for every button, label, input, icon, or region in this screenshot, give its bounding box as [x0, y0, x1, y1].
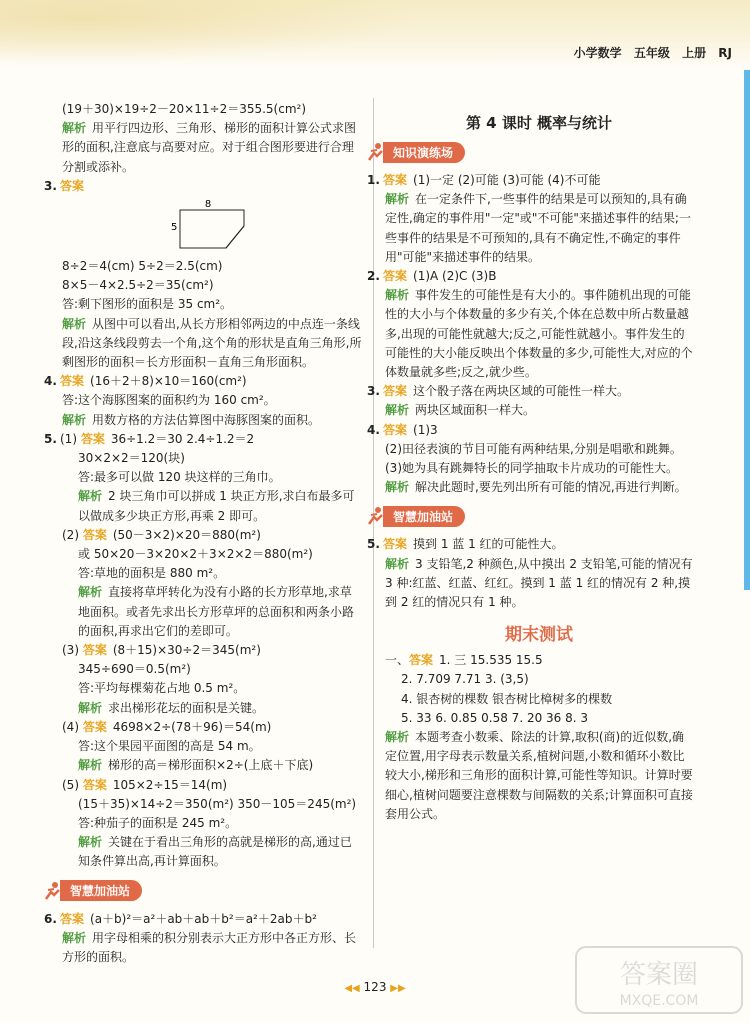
r4-answer: 4. 答案 (1)3	[367, 422, 438, 437]
right-banner-1	[365, 141, 693, 163]
right-column	[367, 100, 693, 824]
r2-answer: 2. 答案 (1)A (2)C (3)B	[367, 269, 497, 284]
q5-4-line2: 答:这个果园平面图的高是 54 m。	[78, 739, 261, 754]
side-tab	[744, 70, 750, 590]
exam-line4: 5. 33 6. 0.85 0.58 7. 20 36 8. 3	[401, 710, 589, 725]
q3-line3: 答:剩下图形的面积是 35 cm²。	[62, 297, 233, 312]
exam-answer: 一、答案 1. 三 15.535 15.5	[385, 653, 543, 668]
header-grade: 五年级	[633, 46, 670, 60]
r4-line3: (3)她为具有跳舞特长的同学抽取卡片成功的可能性大。	[385, 461, 679, 476]
header-subject: 小学数学	[573, 46, 622, 60]
right-banner-2	[365, 505, 693, 527]
q5-1-line3: 答:最多可以做 120 块这样的三角巾。	[78, 470, 281, 485]
q5-2-line2: 或 50×20－3×20×2＋3×2×2＝880(m²)	[78, 547, 313, 562]
left-banner	[42, 880, 362, 902]
exam-line2: 2. 7.709 7.71 3. (3,5)	[401, 672, 529, 687]
lesson-title: 第 4 课时 概率与统计	[465, 114, 613, 132]
r3-analysis: 解析 两块区域面积一样大。	[385, 403, 536, 418]
q5-1-answer: 5. (1) 答案 36÷1.2＝30 2.4÷1.2＝2	[44, 431, 255, 446]
r3-answer: 3. 答案 这个骰子落在两块区域的可能性一样大。	[367, 384, 630, 399]
r2-analysis: 解析 事件发生的可能性是有大小的。事件随机出现的可能性的大小与个体数量的多少有关,个体在总数中所占数量越多,出现的可能性就越大;反之,可能性就越小。事件发生的可能性的大小能反映出个体数量的多少,可能性大,对应的个体数量就多些;反之,就少些。	[385, 288, 693, 380]
svg-text:答案圈: 答案圈	[619, 960, 699, 990]
r5-answer: 5. 答案 摸到 1 蓝 1 红的可能性大。	[367, 537, 564, 552]
q4-answer: 4. 答案 (16＋2＋8)×10＝160(cm²)	[44, 374, 247, 389]
left-banner-text: 智慧加油站	[60, 880, 142, 901]
q6-answer: 6. 答案 (a＋b)²＝a²＋ab＋ab＋b²＝a²＋2ab＋b²	[44, 911, 317, 926]
header-volume: 上册	[682, 46, 707, 60]
p2-line1: (19＋30)×19÷2－20×11÷2＝355.5(cm²)	[62, 102, 307, 116]
right-banner-1-text: 知识演练场	[383, 142, 465, 163]
q5-5-answer: (5) 答案 105×2÷15＝14(m)	[62, 777, 228, 792]
q3-analysis: 解析 从图中可以看出,从长方形相邻两边的中点连一条线段,沿这条线段剪去一个角,这个角的形状是直角三角形,所剩图形的面积＝长方形面积－直角三角形面积。	[62, 316, 362, 370]
q5-4-answer: (4) 答案 4698×2÷(78＋96)＝54(m)	[62, 719, 272, 734]
q3-line1: 8÷2＝4(cm) 5÷2＝2.5(cm)	[62, 259, 223, 274]
page-footer	[330, 980, 420, 994]
q4-analysis: 解析 用数方格的方法估算图中海豚图案的面积。	[62, 412, 321, 427]
r4-line2: (2)田径表演的节目可能有两种结果,分别是唱歌和跳舞。	[385, 441, 682, 456]
left-column	[44, 100, 362, 967]
q5-2-analysis: 解析 直接将草坪转化为没有小路的长方形草地,求草地面积。或者先求出长方形草坪的总面积和两条小路的面积,再求出它们的差即可。	[78, 585, 355, 638]
q5-3-answer: (3) 答案 (8＋15)×30÷2＝345(m²)	[62, 643, 261, 658]
exam-line3: 4. 银杏树的棵数 银杏树比樟树多的棵数	[401, 691, 613, 706]
q4-line2: 答:这个海豚图案的面积约为 160 cm²。	[62, 393, 276, 408]
q5-4-analysis: 解析 梯形的高＝梯形面积×2÷(上底＋下底)	[78, 758, 314, 773]
page-number: 123	[363, 980, 387, 994]
svg-text:MXQE.COM: MXQE.COM	[619, 993, 699, 1009]
r1-analysis: 解析 在一定条件下,一些事件的结果是可以预知的,具有确定性,确定的事件用"一定"或"不可能"来描述事件的结果;一些事件的结果是不可预知的,具有不确定性,不确定的事件用"可能"来描述事件的结果。	[385, 192, 691, 264]
next-arrows-icon: ▶▶	[390, 983, 406, 994]
q3-rectangle-figure	[168, 198, 248, 250]
r5-analysis: 解析 3 支铅笔,2 种颜色,从中摸出 2 支铅笔,可能的情况有 3 种:红蓝、红蓝、红红。摸到 1 蓝 1 红的情况有 2 种,摸到 2 红的情况只有 1 种。	[385, 556, 693, 610]
q3-line2: 8×5－4×2.5÷2＝35(cm²)	[62, 278, 214, 293]
q5-1-line2: 30×2×2＝120(块)	[78, 451, 185, 466]
r4-analysis: 解析 解决此题时,要先列出所有可能的情况,再进行判断。	[385, 480, 687, 495]
q5-2-answer: (2) 答案 (50－3×2)×20＝880(m²)	[62, 527, 261, 542]
watermark-logo	[574, 945, 744, 1015]
q5-3-line2: 345÷690＝0.5(m²)	[78, 662, 191, 677]
q5-3-line3: 答:平均每棵菊花占地 0.5 m²。	[78, 681, 246, 696]
prev-arrows-icon: ◀◀	[344, 983, 360, 994]
q3-answer: 3. 答案	[44, 178, 85, 193]
exam-analysis: 解析 本题考查小数乘、除法的计算,取积(商)的近似数,确定位置,用字母表示数量关系,植树问题,小数和循环小数比较大小,梯形和三角形的面积计算,可能性等知识。计算时要细心,植树问题要注意棵数与间隔数的关系;计算面积可直接套用公式。	[385, 730, 693, 821]
q5-1-analysis: 解析 2 块三角巾可以拼成 1 块正方形,求白布最多可以做成多少块正方形,再乘 2 即可。	[78, 489, 355, 523]
q5-5-analysis: 解析 关键在于看出三角形的高就是梯形的高,通过已知条件算出高,再计算面积。	[78, 835, 352, 869]
right-banner-2-text: 智慧加油站	[383, 506, 465, 527]
svg-text:5: 5	[171, 222, 178, 234]
header-decoration	[0, 0, 420, 62]
svg-text:8: 8	[204, 199, 212, 211]
p2-analysis: 解析 用平行四边形、三角形、梯形的面积计算公式求图形的面积,注意底与高要对应。对于组合图形要进行合理分割或添补。	[62, 121, 357, 174]
page-header	[566, 44, 732, 61]
q5-2-line3: 答:草地的面积是 880 m²。	[78, 566, 226, 581]
r1-answer: 1. 答案 (1)一定 (2)可能 (3)可能 (4)不可能	[367, 173, 601, 187]
exam-title: 期末测试	[505, 625, 573, 646]
q5-3-analysis: 解析 求出梯形花坛的面积是关键。	[78, 700, 265, 715]
header-edition: RJ	[718, 46, 732, 60]
q5-5-line2: (15＋35)×14÷2＝350(m²) 350－105＝245(m²)	[78, 796, 357, 811]
q6-analysis: 解析 用字母相乘的积分别表示大正方形中各正方形、长方形的面积。	[62, 930, 357, 964]
q5-5-line3: 答:种茄子的面积是 245 m²。	[78, 815, 238, 830]
